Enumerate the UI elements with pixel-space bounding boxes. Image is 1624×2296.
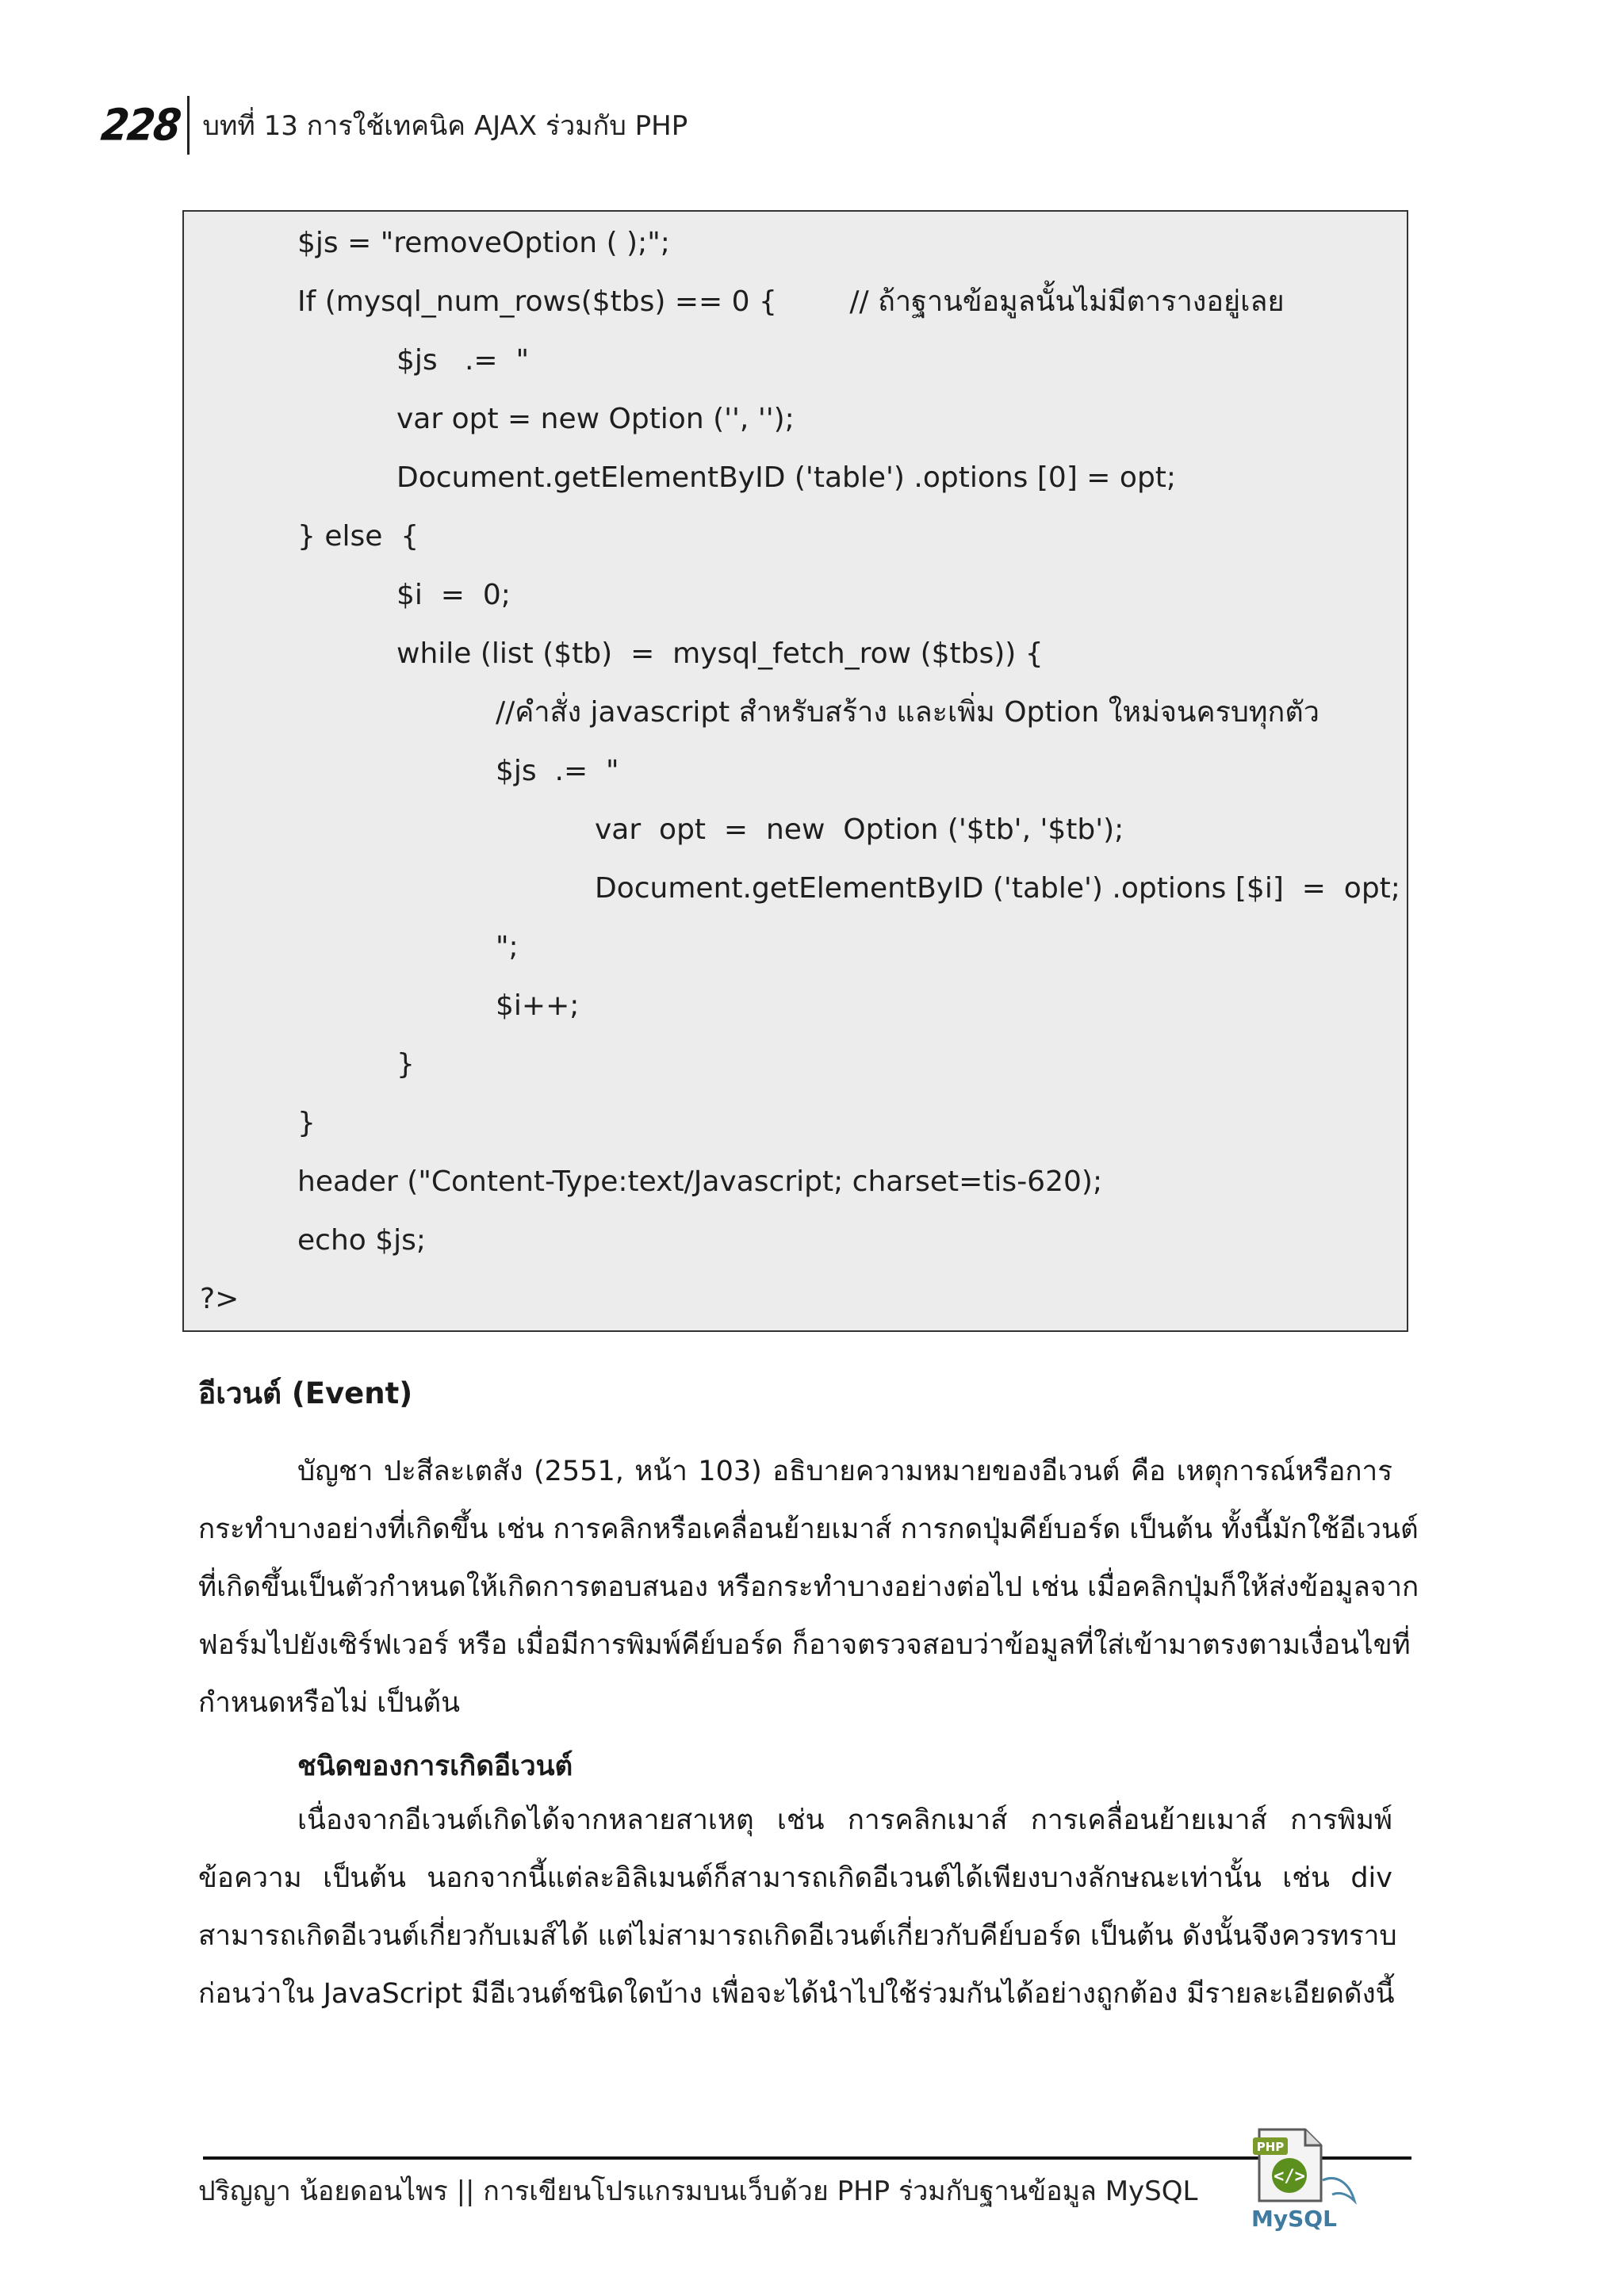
paragraph-line: สามารถเกิดอีเวนต์เกี่ยวกับเมส์ได้ แต่ไม่สามารถเกิดอีเวนต์เกี่ยวกับคีย์บอร์ด เป็นต้น ดังนั้นจึงควรทราบ [198, 1920, 1397, 1952]
code-line: } else { [297, 520, 419, 553]
svg-text:PHP: PHP [1256, 2140, 1285, 2154]
paragraph-line: ที่เกิดขึ้นเป็นตัวกำหนดให้เกิดการตอบสนอง หรือกระทำบางอย่างต่อไป เช่น เมื่อคลิกปุ่มก็ให้ส่งข้อมูลจาก [198, 1571, 1419, 1603]
svg-text:</>: </> [1274, 2167, 1305, 2187]
code-line: //คำสั่ง javascript สำหรับสร้าง และเพิ่ม Option ใหม่จนครบทุกตัว [496, 696, 1320, 729]
code-line: If (mysql_num_rows($tbs) == 0 { // ถ้าฐานข้อมูลนั้นไม่มีตารางอยู่เลย [297, 285, 1285, 318]
svg-text:MySQL: MySQL [1251, 2206, 1337, 2232]
paragraph-line: ก่อนว่าใน JavaScript มีอีเวนต์ชนิดใดบ้าง เพื่อจะได้นำไปใช้ร่วมกันได้อย่างถูกต้อง มีรายละเอียดดังนี้ [198, 1978, 1395, 2010]
code-line: echo $js; [297, 1224, 427, 1257]
chapter-title: บทที่ 13 การใช้เทคนิค AJAX ร่วมกับ PHP [202, 110, 688, 142]
code-line: "; [496, 931, 519, 963]
subsection-heading: ชนิดของการเกิดอีเวนต์ [297, 1751, 573, 1782]
code-line: Document.getElementByID ('table') .options [0] = opt; [396, 461, 1177, 494]
footer-text: ปริญญา น้อยดอนไพร || การเขียนโปรแกรมบนเว็บด้วย PHP ร่วมกับฐานข้อมูล MySQL [198, 2175, 1198, 2207]
section-heading: อีเวนต์ (Event) [198, 1376, 413, 1410]
paragraph-line: ฟอร์มไปยังเซิร์ฟเวอร์ หรือ เมื่อมีการพิมพ์คีย์บอร์ด ก็อาจตรวจสอบว่าข้อมูลที่ใส่เข้ามาตรงตามเงื่อนไขที่ [198, 1629, 1411, 1661]
code-line: $i = 0; [396, 579, 511, 611]
code-listing [182, 210, 1408, 1332]
code-line: ?> [200, 1283, 239, 1315]
code-line: header ("Content-Type:text/Javascript; charset=tis-620); [297, 1165, 1103, 1198]
paragraph-line: ข้อความ เป็นต้น นอกจากนี้แต่ละอิลิเมนต์ก็สามารถเกิดอีเวนต์ได้เพียงบางลักษณะเท่านั้น เช่น div [198, 1862, 1392, 1894]
header-divider [187, 96, 190, 155]
code-line: $i++; [496, 989, 580, 1022]
paragraph-line: กำหนดหรือไม่ เป็นต้น [198, 1687, 461, 1719]
php-mysql-logo-icon [1243, 2125, 1370, 2236]
paragraph-line: กระทำบางอย่างที่เกิดขึ้น เช่น การคลิกหรือเคลื่อนย้ายเมาส์ การกดปุ่มคีย์บอร์ด เป็นต้น ทั้งนี้มักใช้อีเวนต์ [198, 1513, 1419, 1545]
page-number: 228 [98, 100, 182, 151]
footer-divider [203, 2156, 1411, 2160]
paragraph-line: บัญชา ปะสีละเตสัง (2551, หน้า 103) อธิบายความหมายของอีเวนต์ คือ เหตุการณ์หรือการ [297, 1456, 1392, 1487]
page-header [98, 94, 688, 157]
code-line: $js .= " [496, 755, 619, 787]
code-line: $js .= " [396, 344, 530, 377]
code-line: $js = "removeOption ( );"; [297, 227, 670, 259]
code-line: } [297, 1107, 316, 1139]
code-line: var opt = new Option ('', ''); [396, 403, 795, 435]
code-line: while (list ($tb) = mysql_fetch_row ($tbs)) { [396, 637, 1044, 670]
paragraph-line: เนื่องจากอีเวนต์เกิดได้จากหลายสาเหตุ เช่น การคลิกเมาส์ การเคลื่อนย้ายเมาส์ การพิมพ์ [297, 1804, 1392, 1836]
code-line: Document.getElementByID ('table') .options [$i] = opt; [595, 872, 1400, 905]
code-line: } [396, 1048, 415, 1081]
code-line: var opt = new Option ('$tb', '$tb'); [595, 813, 1124, 846]
